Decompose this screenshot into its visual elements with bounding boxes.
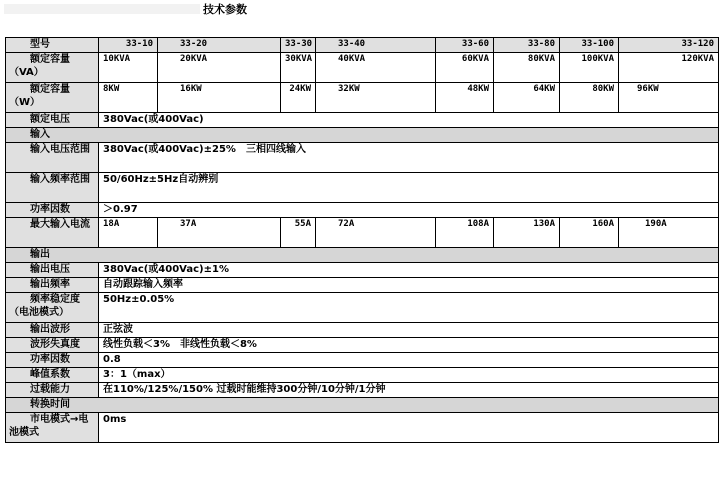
model-header-label: 型号 — [6, 38, 99, 53]
value-cell: 380Vac(或400Vac) — [99, 113, 719, 128]
table-row — [6, 338, 719, 353]
value-cell — [619, 218, 719, 248]
value-cell: 在110%/125%/150% 过载时能维持300分钟/10分钟/1分钟 — [99, 383, 719, 398]
rated-voltage-label: 额定电压 — [6, 113, 99, 128]
input-freq-range-label — [6, 173, 99, 203]
value-cell: 80KVA — [494, 53, 560, 83]
row-label-text: 输入电压范围 — [30, 144, 90, 155]
value-cell: 18A — [99, 218, 158, 248]
value-cell: 48KW — [436, 83, 494, 113]
value-cell: 0ms — [99, 413, 719, 443]
model-header-cell — [316, 38, 436, 53]
value-cell: 24KW — [281, 83, 316, 113]
table-row — [6, 383, 719, 398]
output-voltage-label: 输出电压 — [6, 263, 99, 278]
value-cell: 60KVA — [436, 53, 494, 83]
value-cell: 30KVA — [281, 53, 316, 83]
section-row-output — [6, 248, 719, 263]
max-input-current-label — [6, 218, 99, 248]
rated-va-label — [6, 53, 99, 83]
row-label-text: 额定容量（VA） — [9, 54, 70, 78]
model-header-cell: 33-80 — [494, 38, 560, 53]
value-cell: 130A — [494, 218, 560, 248]
freq-stability-label — [6, 293, 99, 323]
model-header-cell: 33-100 — [560, 38, 619, 53]
table-row — [6, 368, 719, 383]
value-cell — [158, 83, 281, 113]
value-text: 20KVA — [180, 54, 208, 64]
page-title: 技术参数 — [203, 3, 247, 16]
model-header-value: 33-20 — [180, 39, 208, 49]
output-waveform-label: 输出波形 — [6, 323, 99, 338]
value-cell: 10KVA — [99, 53, 158, 83]
table-row — [6, 173, 719, 203]
table-row — [6, 53, 719, 83]
section-row-transfer — [6, 398, 719, 413]
spec-table — [5, 37, 719, 443]
value-text: 16KW — [180, 84, 202, 94]
table-row — [6, 83, 719, 113]
value-cell: 380Vac(或400Vac)±1% — [99, 263, 719, 278]
value-cell: 自动跟踪输入频率 — [99, 278, 719, 293]
value-cell: 80KW — [560, 83, 619, 113]
power-factor-out-label: 功率因数 — [6, 353, 99, 368]
table-row — [6, 113, 719, 128]
value-cell: 55A — [281, 218, 316, 248]
table-row — [6, 143, 719, 173]
section-row-input — [6, 128, 719, 143]
value-cell — [316, 218, 436, 248]
value-cell: 108A — [436, 218, 494, 248]
table-row — [6, 353, 719, 368]
table-row — [6, 323, 719, 338]
value-cell — [316, 53, 436, 83]
model-header-cell: 33-120 — [619, 38, 719, 53]
section-title: 转换时间 — [6, 398, 719, 413]
value-cell: 8KW — [99, 83, 158, 113]
model-header-cell: 33-30 — [281, 38, 316, 53]
value-cell: ＞0.97 — [99, 203, 719, 218]
model-header-cell: 33-10 — [99, 38, 158, 53]
value-cell: 50Hz±0.05% — [99, 293, 719, 323]
model-header-cell: 33-60 — [436, 38, 494, 53]
value-cell — [316, 83, 436, 113]
value-cell: 100KVA — [560, 53, 619, 83]
value-cell — [158, 53, 281, 83]
row-label-text: 市电模式→电池模式 — [9, 414, 89, 438]
value-cell: 线性负载＜3% 非线性负载＜8% — [99, 338, 719, 353]
thd-label: 波形失真度 — [6, 338, 99, 353]
value-cell: 50/60Hz±5Hz自动辨别 — [99, 173, 719, 203]
value-cell: 3：1（max） — [99, 368, 719, 383]
value-text: 37A — [180, 219, 197, 229]
row-label-text: 输入频率范围 — [30, 174, 90, 185]
value-cell: 380Vac(或400Vac)±25% 三相四线输入 — [99, 143, 719, 173]
value-cell: 64KW — [494, 83, 560, 113]
row-label-text: 最大输入电流 — [30, 219, 90, 230]
value-text: 40KVA — [338, 54, 366, 64]
value-text: 190A — [645, 219, 667, 229]
table-row — [6, 413, 719, 443]
title-background-bar — [4, 4, 200, 14]
value-text: 32KW — [338, 84, 360, 94]
section-title: 输入 — [6, 128, 719, 143]
table-row — [6, 263, 719, 278]
value-cell: 正弦波 — [99, 323, 719, 338]
value-cell: 120KVA — [619, 53, 719, 83]
section-title: 输出 — [6, 248, 719, 263]
model-header-value: 33-40 — [338, 39, 366, 49]
input-voltage-range-label — [6, 143, 99, 173]
value-cell — [619, 83, 719, 113]
value-text: 96KW — [637, 84, 659, 94]
value-cell: 160A — [560, 218, 619, 248]
model-header-cell — [158, 38, 281, 53]
value-text: 72A — [338, 219, 355, 229]
table-row-header — [6, 38, 719, 53]
table-row — [6, 218, 719, 248]
value-cell — [158, 218, 281, 248]
transfer-time-label — [6, 413, 99, 443]
table-row — [6, 203, 719, 218]
power-factor-in-label: 功率因数 — [6, 203, 99, 218]
rated-w-label — [6, 83, 99, 113]
row-label-text: 额定容量（W） — [9, 84, 70, 108]
output-frequency-label: 输出频率 — [6, 278, 99, 293]
crest-factor-label: 峰值系数 — [6, 368, 99, 383]
value-cell: 0.8 — [99, 353, 719, 368]
table-row — [6, 293, 719, 323]
row-label-text: 频率稳定度（电池模式） — [9, 294, 80, 318]
table-row — [6, 278, 719, 293]
overload-label: 过载能力 — [6, 383, 99, 398]
